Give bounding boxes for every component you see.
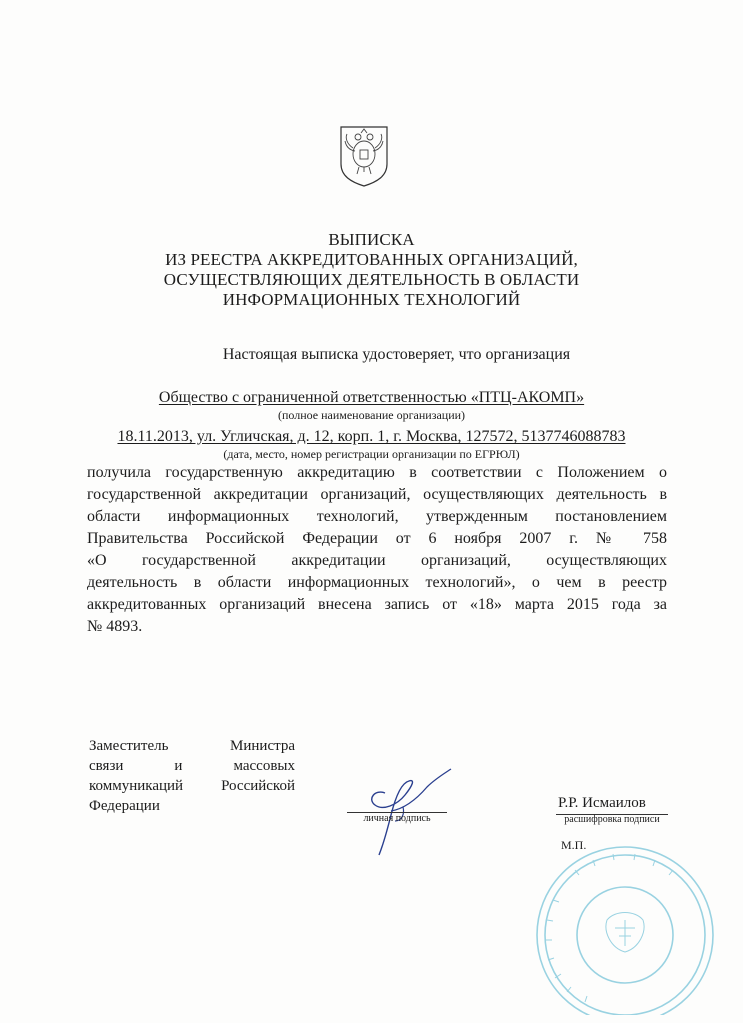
paragraph-line: получила государственную аккредитацию в соответствии с Положением о <box>87 464 667 481</box>
paragraph-line: аккредитованных организаций внесена запись от «18» марта 2015 года за <box>87 596 667 613</box>
title-line: ИЗ РЕЕСТРА АККРЕДИТОВАННЫХ ОРГАНИЗАЦИЙ, <box>165 250 578 269</box>
paragraph-line: Правительства Российской Федерации от 6 ноября 2007 г. № 758 <box>87 530 667 547</box>
title-line: ОСУЩЕСТВЛЯЮЩИХ ДЕЯТЕЛЬНОСТЬ В ОБЛАСТИ <box>163 270 580 289</box>
organization-registration-hint: (дата, место, номер регистрации организации по ЕГРЮЛ) <box>223 447 520 461</box>
certifies-statement: Настоящая выписка удостоверяет, что организация <box>222 346 571 363</box>
title-line: ВЫПИСКА <box>328 230 415 249</box>
paragraph-line: № 4893. <box>87 618 143 635</box>
paragraph-line: «О государственной аккредитации организаций, осуществляющих <box>87 552 667 569</box>
signatory-name: Р.Р. Исмаилов <box>558 795 646 811</box>
official-seal-stamp-icon <box>515 840 715 1015</box>
paragraph-line: области информационных технологий, утвержденным постановлением <box>87 508 667 525</box>
position-line: Федерации <box>89 798 160 814</box>
organization-name: Общество с ограниченной ответственностью «ПТЦ-АКОМП» <box>158 389 585 406</box>
organization-name-hint: (полное наименование организации) <box>277 408 466 422</box>
name-label: расшифровка подписи <box>564 814 660 825</box>
title-line: ИНФОРМАЦИОННЫХ ТЕХНОЛОГИЙ <box>222 290 521 309</box>
position-line: связи и массовых <box>89 758 295 774</box>
paragraph-line: деятельность в области информационных технологий», о чем в реестр <box>87 574 667 591</box>
paragraph-line: государственной аккредитации организаций, осуществляющих деятельность в <box>87 486 667 503</box>
document-title <box>0 230 743 310</box>
accreditation-paragraph <box>87 462 667 638</box>
position-line: коммуникаций Российской <box>89 778 295 794</box>
coat-of-arms-icon <box>337 124 391 188</box>
signature-label: личная подпись <box>363 813 431 824</box>
position-line: Заместитель Министра <box>89 738 295 754</box>
signatory-position <box>89 736 295 816</box>
seal-placeholder: М.П. <box>561 838 587 852</box>
organization-registration: 18.11.2013, ул. Угличская, д. 12, корп. 1, г. Москва, 127572, 5137746088783 <box>117 428 626 445</box>
